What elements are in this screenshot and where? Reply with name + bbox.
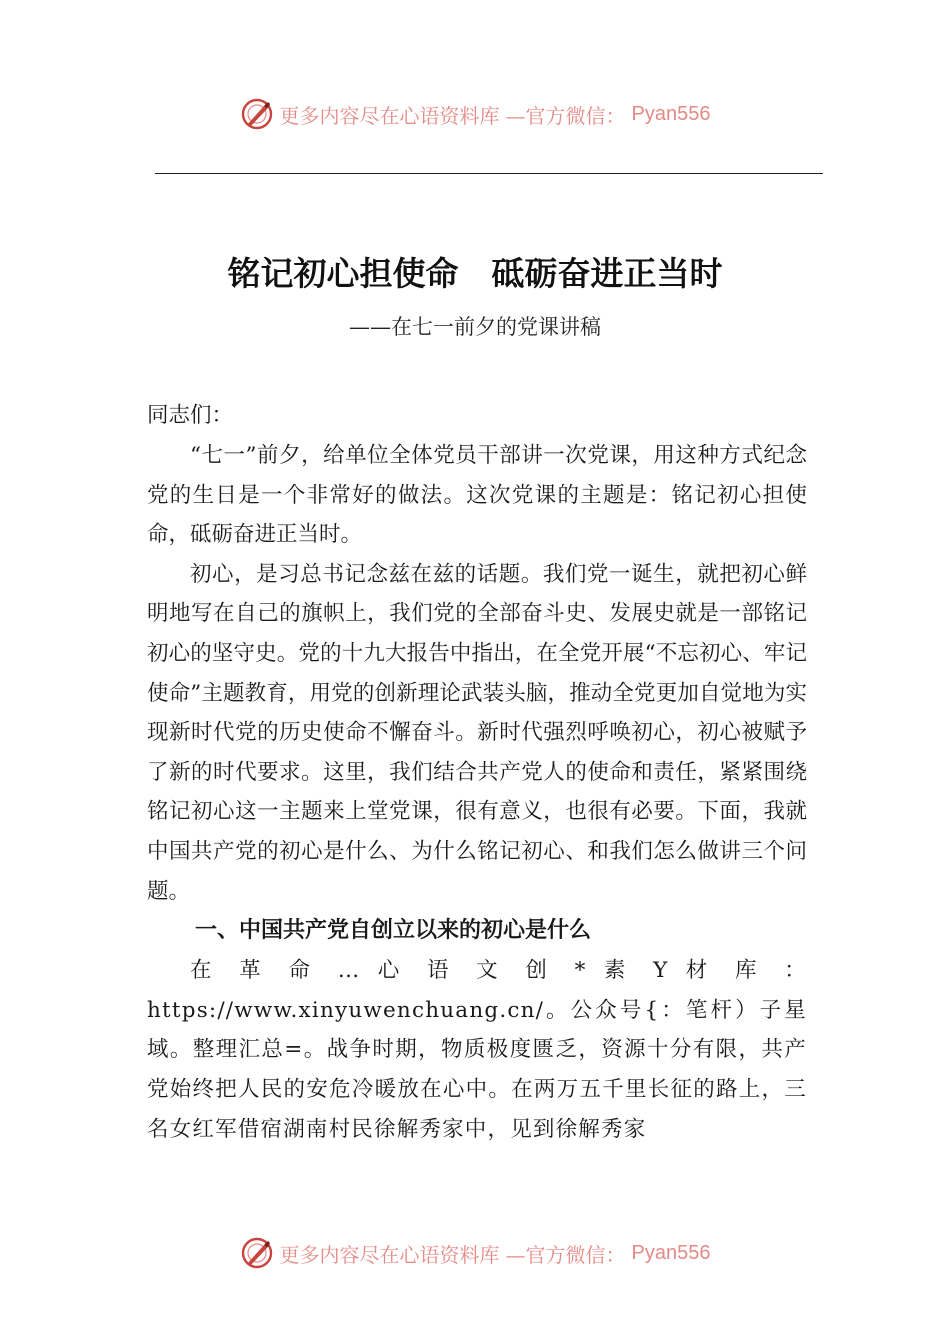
wechat-label: —官方微信：: [505, 1242, 626, 1267]
section-heading-1: 一、中国共产党自创立以来的初心是什么: [195, 918, 592, 944]
paragraph-1: “七一”前夕，给单位全体党员干部讲一次党课，用这种方式纪念党的生日是一个非常好的做法。这次党课的主题是：铭记初心担使命，砥砺奋进正当时。: [147, 443, 807, 548]
wechat-account: Pyan556: [631, 1241, 711, 1264]
footer-watermark-banner: [0, 1233, 950, 1273]
header-watermark-banner: [0, 94, 950, 134]
pen-logo-icon: [240, 97, 274, 131]
salutation: 同志们：: [147, 403, 234, 428]
brand-name: 更多内容尽在心语资料库: [279, 103, 500, 128]
brand-name: 更多内容尽在心语资料库: [279, 1242, 500, 1267]
header-divider: [155, 173, 823, 174]
document-body: [147, 396, 807, 1149]
paragraph-2: 初心，是习总书记念兹在兹的话题。我们党一诞生，就把初心鲜明地写在自己的旗帜上，我们党的全部奋斗史、发展史就是一部铭记初心的坚守史。党的十九大报告中指出，在全党开展“不忘初心、牢记使命”主题教育，用党的创新理论武装头脑，推动全党更加自觉地为实现新时代党的历史使命不懈奋斗。新时代强烈呼唤初心，初心被赋予了新的时代要求。这里，我们结合共产党人的使命和责任，紧紧围绕铭记初心这一主题来上堂党课，很有意义，也很有必要。下面，我就中国共产党的初心是什么、为什么铭记初心、和我们怎么做讲三个问题。: [147, 561, 807, 904]
document-subtitle: ——在七一前夕的党课讲稿: [349, 315, 601, 339]
wechat-account: Pyan556: [631, 102, 711, 125]
pen-logo-icon: [240, 1236, 274, 1270]
document-title: 铭记初心担使命 砥砺奋进正当时: [227, 254, 723, 293]
paragraph-3: 在 革 命 … 心 语 文 创 * 素 Y 材 库 ： https://www.xinyuwenchuang.cn/。公众号{：笔杆）子星域。整理汇总=。战争时期，物质极度匮乏，资源十分有限，共产党始终把人民的安危冷暖放在心中。在两万五千里长征的路上，三名女红军借宿湖南村民徐解秀家中，见到徐解秀家: [147, 958, 807, 1142]
wechat-label: —官方微信：: [505, 103, 626, 128]
